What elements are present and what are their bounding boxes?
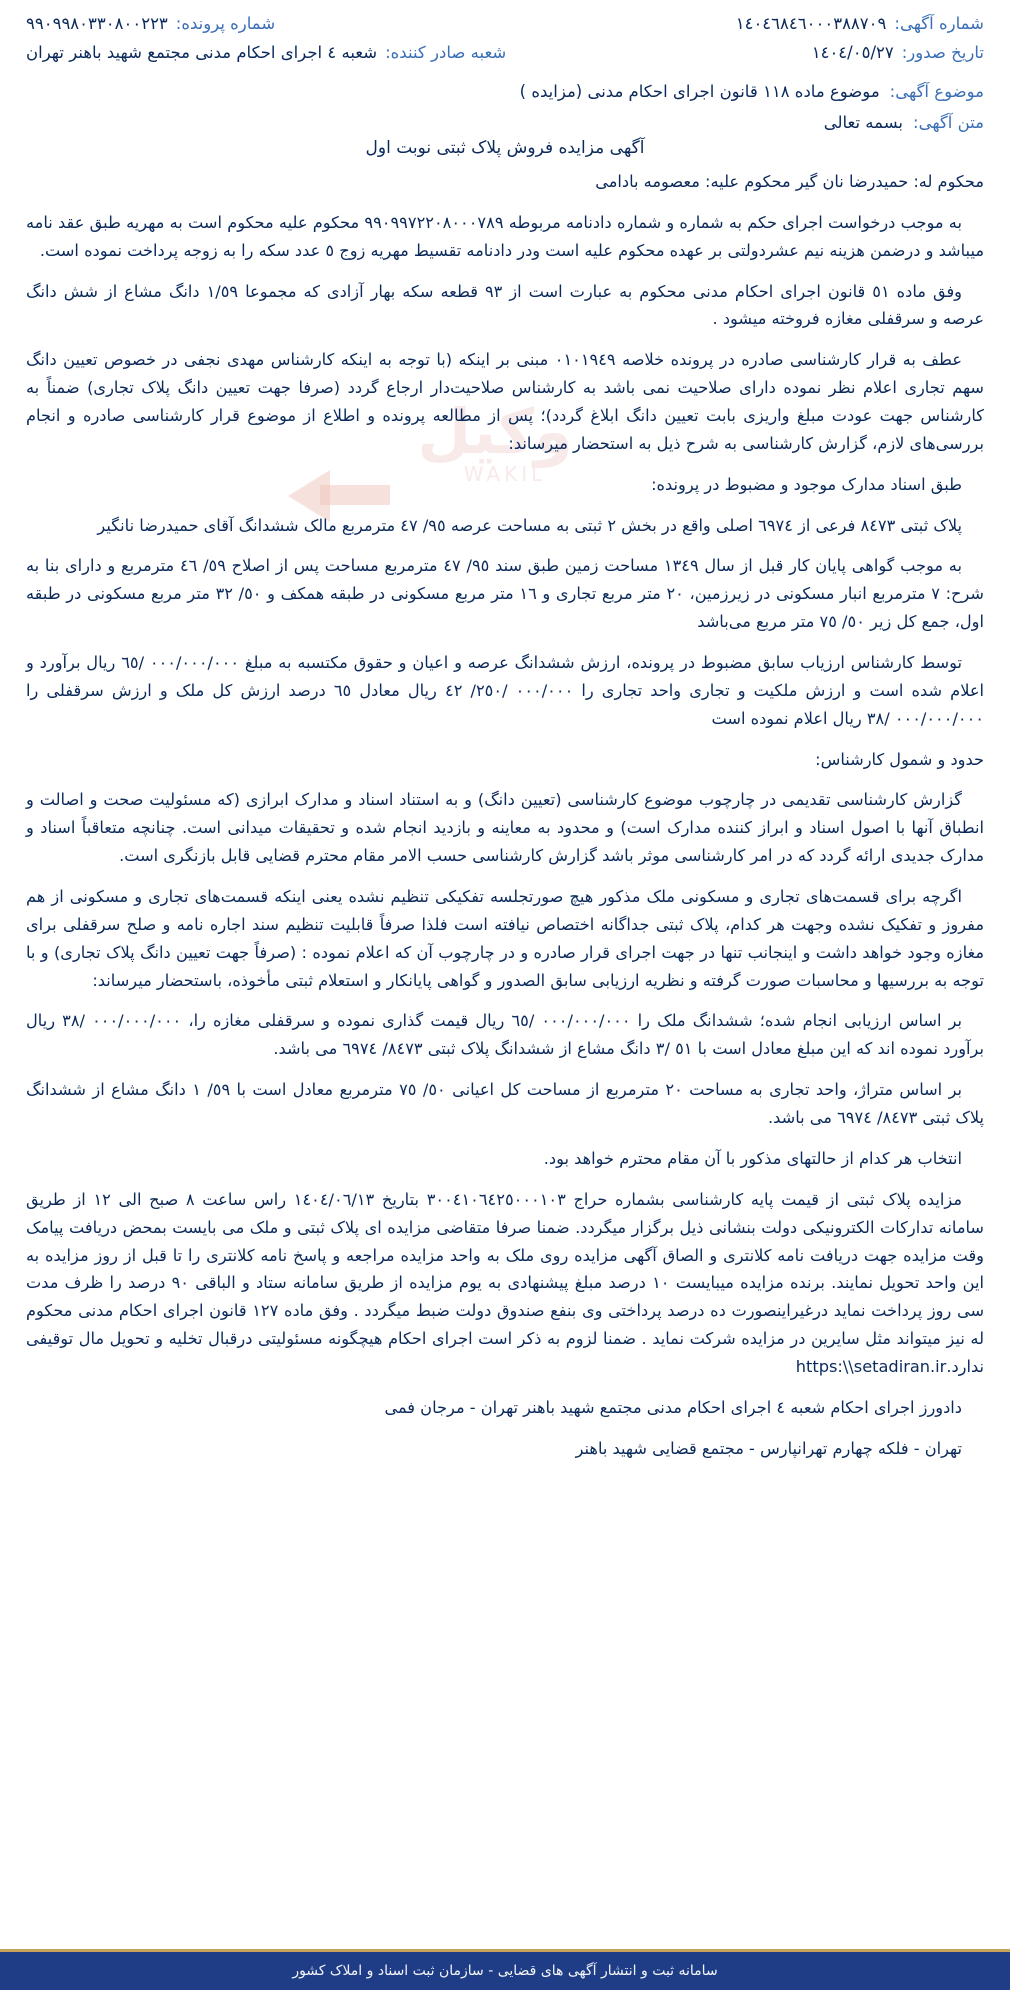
paragraph-3: عطف به قرار کارشناسی صادره در پرونده خلاصه ٠١٠١٩٤٩ مبنی بر اینکه (با توجه به اینکه کارشناس مهدی نجفی در خصوص تعیین دانگ سهم تجاری اعلام نظر نموده دارای صلاحیت نمی باشد به کارشناس صلاحیت‌دار ارجاع گردد (صرفا جهت تعیین دانگ پلاک تجاری) ضمناً به کارشناس جهت عودت مبلغ واریزی بابت تعیین دانگ ابلاغ گردد)؛ پس از مطالعه پرونده و اطلاع از موضوع قرار کارشناسی صادره و انجام بررسی‌های لازم، گزارش کارشناسی به شرح ذیل به استحضار میرساند:: [26, 350, 984, 453]
issue-date-group: [812, 43, 984, 62]
paragraph-2: وفق ماده ٥١ قانون اجرای احکام مدنی محکوم به عبارت است از ٩٣ قطعه سکه بهار آزادی که مجموعا ١/٥٩ دانگ مشاع از شش دانگ عرصه و سرقفلی مغازه فروخته میشود .: [26, 281, 984, 329]
footer-text: سامانه ثبت و انتشار آگهی های قضایی - سازمان ثبت اسناد و املاک کشور: [292, 1963, 718, 1979]
issue-date-label: تاریخ صدور:: [901, 43, 984, 62]
paragraph-9: گزارش کارشناسی تقدیمی در چارچوب موضوع کارشناسی (تعیین دانگ) و به استناد اسناد و مدارک ابرازی (که مسئولیت صحت و اصالت و انطباق آنها با اصول اسناد و ابراز کننده مدارک است) و محدود به معاینه و بازدید انجام شده و تحقیقات میدانی است. چنانچه متعاقباً اسناد و مدارک جدیدی ارائه گردد که در امر کارشناسی موثر باشد گزارش کارشناسی حسب الامر مقام محترم قضایی قابل بازنگری است.: [26, 790, 984, 866]
parties-line: محکوم له: حمیدرضا نان گیر محکوم علیه: معصومه بادامی: [595, 172, 984, 191]
paragraph-4: طبق اسناد مدارک موجود و مضبوط در پرونده:: [651, 474, 962, 494]
header-row-issue-date: [26, 43, 984, 62]
issue-date-value: ١٤٠٤/٠٥/٢٧: [811, 43, 894, 62]
watermark-text: وکیل: [417, 395, 573, 468]
watermark-subtext: WAKIL: [463, 462, 547, 486]
address-line: تهران - فلکه چهارم تهرانپارس - مجتمع قضایی شهید باهنر: [575, 1438, 962, 1458]
ad-number-value: ١٤٠٤٦٨٤٦٠٠٠٣٨٨٧٠٩: [735, 14, 887, 33]
case-number-value: ٩٩٠٩٩٨٠٣٣٠٨٠٠٢٢٣: [26, 14, 168, 33]
page-title: آگهی مزایده فروش پلاک ثبتی نوبت اول: [365, 138, 645, 158]
footer-band: [0, 1952, 1010, 1990]
paragraph-13: انتخاب هر کدام از حالتهای مذکور با آن مقام محترم خواهد بود.: [543, 1148, 962, 1168]
paragraph-6: به موجب گواهی پایان کار قبل از سال ١٣٤٩ مساحت زمین طبق سند ٩٥/ ٤٧ مترمربع مساحت پس از اصلاح ٥٩/ ٤٦ مترمربع و دارای بنا به شرح: ٧ مترمربع انبار مسکونی در زیرزمین، ٢٠ متر مربع تجاری و ١٦ متر مربع مسکونی در طبقه همکف و ٥٠/ ٣٢ متر مربع مسکونی در طبقه اول، جمع کل زیر ٥٠/ ٧٥ متر مربع می‌باشد: [26, 556, 984, 632]
body-label: متن آگهی:: [913, 113, 984, 132]
header-row-ad-number: [26, 14, 984, 33]
body-label-row: [26, 113, 984, 132]
subject-row: [26, 82, 984, 101]
issuing-branch-group: [26, 43, 506, 62]
issuing-branch-value: شعبه ٤ اجرای احکام مدنی مجتمع شهید باهنر تهران: [26, 43, 378, 62]
paragraph-14: مزایده پلاک ثبتی از قیمت پایه کارشناسی بشماره حراج ٣٠٠٤١٠٦٤٢٥٠٠٠١٠٣ بتاریخ ١٤٠٤/٠٦/١٣ راس ساعت ٨ صبح الی ١٢ از طریق سامانه تدارکات الکترونیکی دولت بنشانی ذیل برگزار میگردد. ضمنا صرفا متقاضی مزایده ای پلاک ثبتی و ملک می بایست بمحض دریافت پیامک وقت مزایده جهت دریافت نامه کلانتری و الصاق آگهی مزایده روی ملک به واحد مزایده مراجعه و پاسخ نامه کلانتری را تا قبل از روز مزایده به این واحد تحویل نمایند. برنده مزایده میبایست ١٠ درصد مبلغ پیشنهادی به یوم مزایده از طریق سامانه ستاد و الباقی ٩٠ درصد را ظرف مدت سی روز پرداخت نماید درغیراینصورت ده درصد پرداختی وی بنفع صندوق دولت ضبط میگردد . وفق ماده ١٢٧ قانون اجرای احکام مدنی محکوم له نیز میتواند مثل سایرین در مزایده شرکت نماید . ضمنا لزوم به ذکر است اجرای احکام هیچگونه مسئولیتی درقبال تخلیه و تحویل مال توقیفی ندارد.https:\\setadiran.ir: [26, 1189, 985, 1376]
body-invocation: بسمه تعالی: [823, 113, 904, 132]
paragraph-12: بر اساس متراژ، واحد تجاری به مساحت ٢٠ مترمربع از مساحت کل اعیانی ٥٠/ ٧٥ مترمربع معادل است با ٥٩/ ١ دانگ مشاع از ششدانگ پلاک ثبتی ٨٤٧٣/ ٦٩٧٤ می باشد.: [26, 1080, 984, 1128]
subject-value: موضوع ماده ١١٨ قانون اجرای احکام مدنی (مزایده ): [519, 82, 880, 101]
case-number-label: شماره پرونده:: [175, 14, 276, 33]
signature-line: دادورز اجرای احکام شعبه ٤ اجرای احکام مدنی مجتمع شهید باهنر تهران - مرجان فمی: [384, 1397, 962, 1417]
ad-number-group: [736, 14, 984, 33]
subject-label: موضوع آگهی:: [889, 82, 984, 101]
issuing-branch-label: شعبه صادر کننده:: [385, 43, 507, 62]
case-number-group: [26, 14, 275, 33]
paragraph-1: به موجب درخواست اجرای حکم به شماره و شماره دادنامه مربوطه ٩٩٠٩٩٧٢٢٠٨٠٠٠٧٨٩ محکوم علیه محکوم است به مهریه طبق عقد نامه میباشد و درضمن هزینه نیم عشردولتی بر عهده محکوم علیه است ودر دادنامه تقسیط مهریه زوج ٥ عدد سکه را به زوجه پرداخت نموده است.: [26, 212, 984, 260]
paragraph-7: توسط کارشناس ارزیاب سابق مضبوط در پرونده، ارزش ششدانگ عرصه و اعیان و حقوق مکتسبه به مبلغ ٠٠٠/٠٠٠/٠٠٠ /٦٥ ریال برآورد و اعلام شده است و ارزش ملکیت و تجاری واحد تجاری را ٠٠٠/٠٠٠ /٢٥٠/ ٤٢ ریال معادل ٦٥ درصد ارزش کل ملک و ارزش سرقفلی را ٠٠٠/٠٠٠/٠٠٠ /٣٨ ریال اعلام نموده است: [26, 653, 985, 728]
paragraph-11: بر اساس ارزیابی انجام شده؛ ششدانگ ملک را ٠٠٠/٠٠٠/٠٠٠ /٦٥ ریال قیمت گذاری نموده و سرقفلی مغازه را، ٠٠٠/٠٠٠/٠٠٠ /٣٨ ریال برآورد نموده اند که این مبلغ معادل است با ٥١ /٣ دانگ مشاع از ششدانگ پلاک ثبتی ٨٤٧٣/ ٦٩٧٤ می ‌باشد.: [26, 1011, 984, 1059]
paragraph-10: اگرچه برای قسمت‌های تجاری و مسکونی ملک مذکور هیچ صورتجلسه تفکیکی تنظیم نشده یعنی اینکه قسمت‌های تجاری و مسکونی از هم مفروز و تفکیک نشده وجهت هر کدام، پلاک ثبتی جداگانه اختصاص نیافته است فلذا صرفاً قابلیت تنظیم سند اجاره نامه و صلح سرقفلی برای مغازه وجود خواهد داشت و اینجانب تنها در جهت اجرای قرار صادره و در چارچوب آن که اعلام نموده : (صرفاً جهت تعیین دانگ پلاک تجاری) و با توجه به بررسیها و محاسبات صورت گرفته و نظریه ارزیابی سابق الصدور و گواهی پایانکار و استعلام ثبتی مأخوذه، باستحضار میرساند:: [26, 887, 984, 990]
paragraph-8: حدود و شمول کارشناس:: [815, 749, 984, 769]
ad-number-label: شماره آگهی:: [894, 14, 984, 33]
paragraph-5: پلاک ثبتی ٨٤٧٣ فرعی از ٦٩٧٤ اصلی واقع در بخش ٢ ثبتی به مساحت عرصه ٩٥/ ٤٧ مترمربع مالک ششدانگ آقای حمیدرضا نانگیر: [97, 515, 962, 535]
